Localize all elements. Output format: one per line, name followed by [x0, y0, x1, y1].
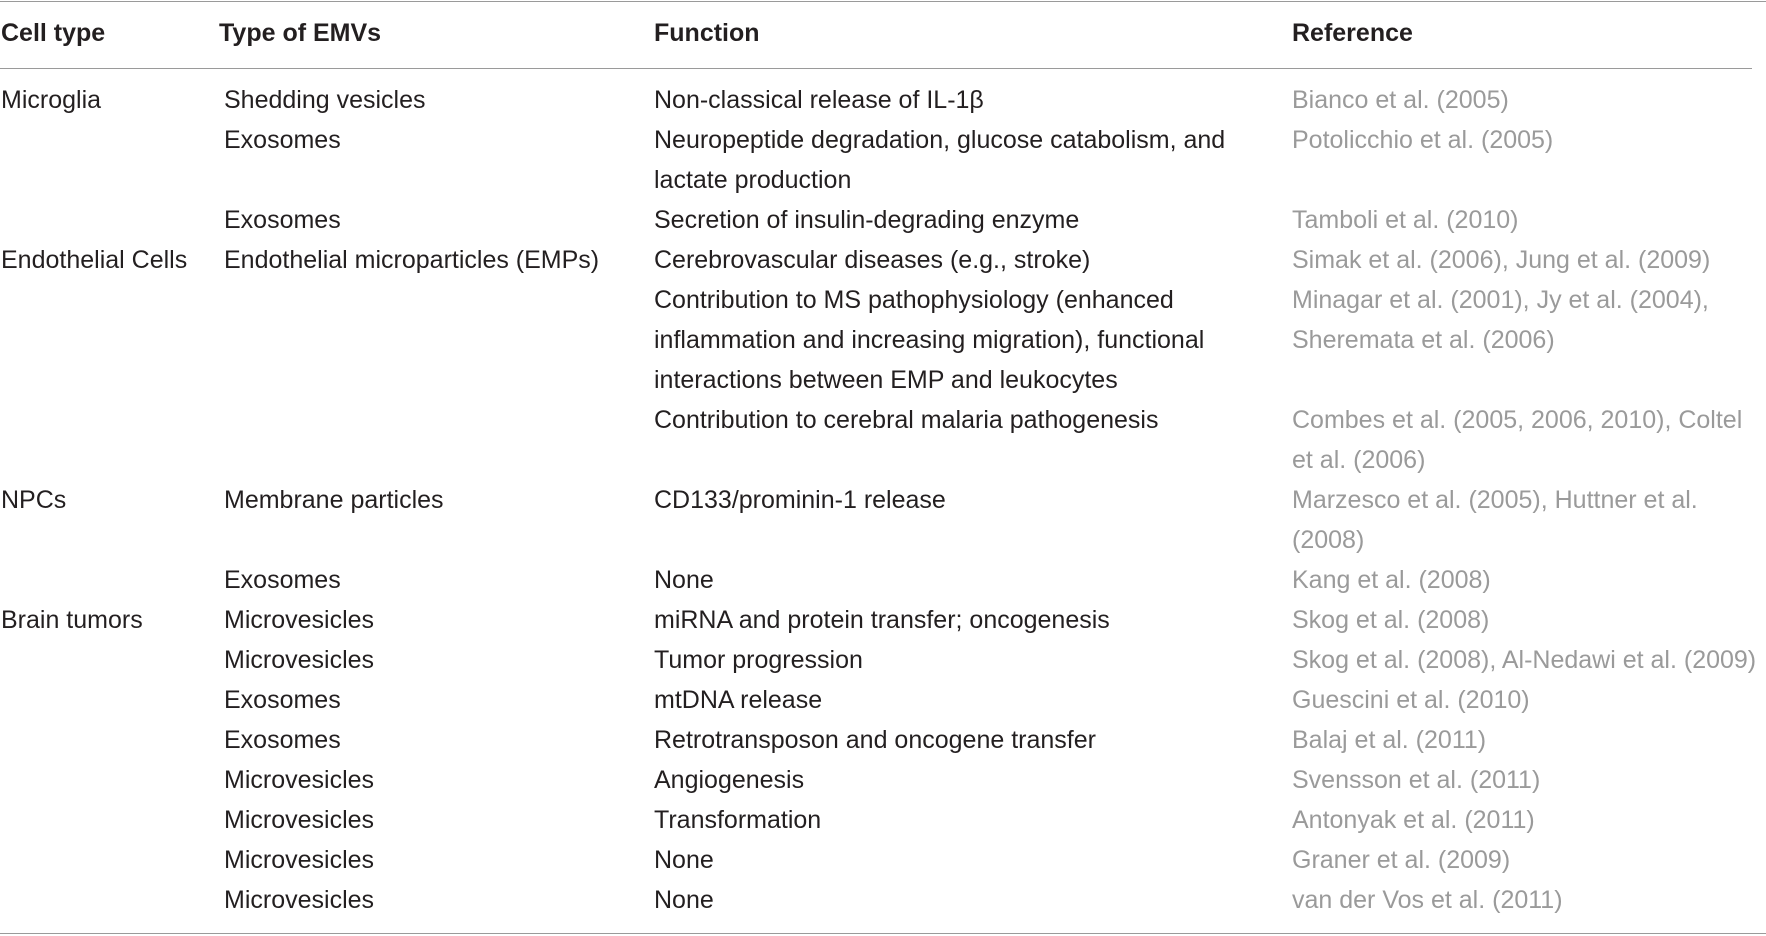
function-text: Transformation — [654, 806, 822, 834]
emv-type-label: Microvesicles — [224, 766, 375, 794]
reference-text: Marzesco et al. (2005), Huttner et al. — [1292, 486, 1698, 514]
table-top-rule — [0, 1, 1766, 2]
function-text: Contribution to cerebral malaria pathogenesis — [654, 406, 1159, 434]
table-bottom-rule — [0, 933, 1766, 934]
emv-type-label: Microvesicles — [224, 886, 375, 914]
table-header-rule — [0, 68, 1752, 69]
reference-text: Minagar et al. (2001), Jy et al. (2004), — [1292, 286, 1709, 314]
function-text: None — [654, 566, 714, 594]
reference-text: Svensson et al. (2011) — [1292, 766, 1541, 794]
emv-type-label: Microvesicles — [224, 806, 375, 834]
function-text: lactate production — [654, 166, 852, 194]
reference-text: Potolicchio et al. (2005) — [1292, 126, 1554, 154]
emv-type-label: Exosomes — [224, 126, 341, 154]
function-text: None — [654, 846, 714, 874]
function-text: miRNA and protein transfer; oncogenesis — [654, 606, 1110, 634]
reference-text: et al. (2006) — [1292, 446, 1426, 474]
reference-text: Simak et al. (2006), Jung et al. (2009) — [1292, 246, 1711, 274]
reference-text: (2008) — [1292, 526, 1365, 554]
emv-type-label: Exosomes — [224, 206, 341, 234]
emv-type-label: Exosomes — [224, 686, 341, 714]
function-text: Contribution to MS pathophysiology (enhanced — [654, 286, 1174, 314]
function-text: Neuropeptide degradation, glucose catabolism, and — [654, 126, 1226, 154]
reference-text: Tamboli et al. (2010) — [1292, 206, 1519, 234]
emv-type-label: Membrane particles — [224, 486, 444, 514]
function-text: Angiogenesis — [654, 766, 805, 794]
function-text: CD133/prominin-1 release — [654, 486, 946, 514]
function-text: Tumor progression — [654, 646, 863, 674]
header-reference: Reference — [1292, 19, 1413, 47]
cell-type-label: Microglia — [1, 86, 102, 114]
header-type-of-emvs: Type of EMVs — [219, 19, 382, 47]
reference-text: Skog et al. (2008) — [1292, 606, 1490, 634]
reference-text: Guescini et al. (2010) — [1292, 686, 1530, 714]
function-text: Retrotransposon and oncogene transfer — [654, 726, 1096, 754]
emv-type-label: Microvesicles — [224, 646, 375, 674]
function-text: None — [654, 886, 714, 914]
reference-text: Combes et al. (2005, 2006, 2010), Coltel — [1292, 406, 1743, 434]
header-cell-type: Cell type — [1, 19, 106, 47]
reference-text: Balaj et al. (2011) — [1292, 726, 1487, 754]
emv-type-label: Endothelial microparticles (EMPs) — [224, 246, 600, 274]
function-text: Cerebrovascular diseases (e.g., stroke) — [654, 246, 1091, 274]
emv-type-label: Microvesicles — [224, 606, 375, 634]
function-text: mtDNA release — [654, 686, 823, 714]
function-text: interactions between EMP and leukocytes — [654, 366, 1118, 394]
cell-type-label: Endothelial Cells — [1, 246, 188, 274]
reference-text: Kang et al. (2008) — [1292, 566, 1491, 594]
function-text: Non-classical release of IL-1β — [654, 86, 984, 114]
reference-text: Graner et al. (2009) — [1292, 846, 1511, 874]
reference-text: van der Vos et al. (2011) — [1292, 886, 1563, 914]
cell-type-label: NPCs — [1, 486, 67, 514]
reference-text: Antonyak et al. (2011) — [1292, 806, 1535, 834]
reference-text: Bianco et al. (2005) — [1292, 86, 1509, 114]
function-text: Secretion of insulin-degrading enzyme — [654, 206, 1080, 234]
emv-type-label: Shedding vesicles — [224, 86, 426, 114]
header-function: Function — [654, 19, 760, 47]
emv-type-label: Microvesicles — [224, 846, 375, 874]
cell-type-label: Brain tumors — [1, 606, 143, 634]
function-text: inflammation and increasing migration), functional — [654, 326, 1205, 354]
reference-text: Skog et al. (2008), Al-Nedawi et al. (2009) — [1292, 646, 1757, 674]
emv-type-label: Exosomes — [224, 726, 341, 754]
reference-text: Sheremata et al. (2006) — [1292, 326, 1555, 354]
emv-type-label: Exosomes — [224, 566, 341, 594]
